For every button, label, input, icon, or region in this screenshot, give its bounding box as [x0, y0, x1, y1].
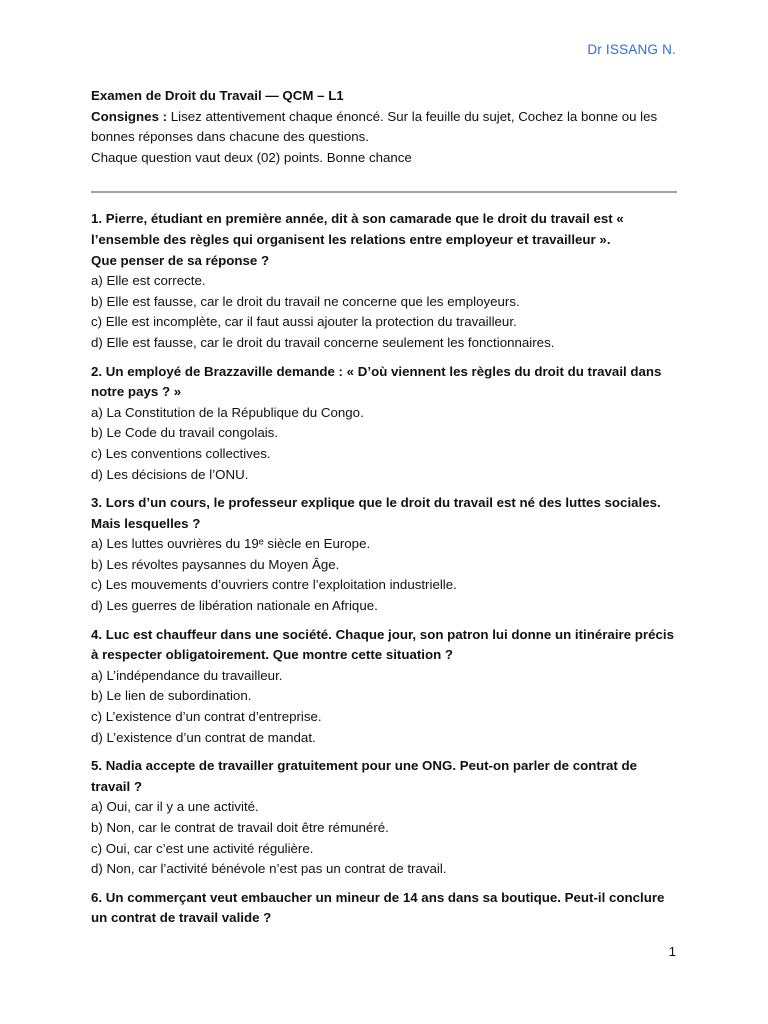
- answer-option: c) Les mouvements d’ouvriers contre l’exploitation industrielle.: [91, 577, 457, 593]
- instructions-label: Consignes :: [91, 108, 168, 124]
- question-text: 2. Un employé de Brazzaville demande : « D’où viennent les règles du droit du travail dans notre pays ? »: [91, 363, 662, 400]
- section-divider: [91, 191, 677, 193]
- instructions-text: Lisez attentivement chaque énoncé. Sur la feuille du sujet, Cochez la bonne ou les bonnes réponses dans chacune des questions.: [91, 108, 658, 145]
- question-text: 6. Un commerçant veut embaucher un mineur de 14 ans dans sa boutique. Peut-il conclure un contrat de travail valide ?: [91, 889, 665, 926]
- answer-option: d) Les guerres de libération nationale en Afrique.: [91, 598, 378, 614]
- answer-option: c) Oui, car c’est une activité régulière.: [91, 840, 314, 856]
- answer-option: d) Non, car l’activité bénévole n’est pas un contrat de travail.: [91, 861, 447, 877]
- answer-option: a) Les luttes ouvrières du 19ᵉ siècle en Europe.: [91, 536, 371, 552]
- answer-option: a) La Constitution de la République du Congo.: [91, 404, 364, 420]
- answer-option: a) Elle est correcte.: [91, 273, 206, 289]
- question-block: [91, 625, 679, 749]
- question-block: [91, 756, 679, 880]
- answer-option: b) Les révoltes paysannes du Moyen Âge.: [91, 556, 340, 572]
- question-text: 5. Nadia accepte de travailler gratuitement pour une ONG. Peut-on parler de contrat de travail ?: [91, 758, 638, 794]
- question-block: [91, 888, 679, 929]
- answer-option: b) Le lien de subordination.: [91, 688, 252, 704]
- answer-option: c) Les conventions collectives.: [91, 445, 271, 461]
- answer-option: d) L’existence d’un contrat de mandat.: [91, 729, 316, 745]
- question-block: [91, 493, 679, 617]
- answer-option: d) Les décisions de l’ONU.: [91, 466, 249, 482]
- question-subtext: Que penser de sa réponse ?: [91, 252, 270, 268]
- page-number: 1: [668, 944, 676, 959]
- answer-option: b) Non, car le contrat de travail doit être rémunéré.: [91, 820, 389, 835]
- exam-title: Examen de Droit du Travail — QCM – L1: [91, 88, 344, 103]
- points-note: Chaque question vaut deux (02) points. Bonne chance: [91, 149, 412, 165]
- answer-option: a) L’indépendance du travailleur.: [91, 667, 283, 683]
- question-list: [91, 209, 679, 929]
- author-name: Dr ISSANG N.: [587, 42, 676, 57]
- answer-option: c) L’existence d’un contrat d’entreprise.: [91, 709, 322, 725]
- question-text: 3. Lors d’un cours, le professeur explique que le droit du travail est né des luttes sociales. Mais lesquelles ?: [91, 495, 661, 531]
- question-block: [91, 209, 679, 353]
- answer-option: b) Le Code du travail congolais.: [91, 425, 279, 441]
- question-block: [91, 362, 679, 486]
- answer-option: b) Elle est fausse, car le droit du travail ne concerne que les employeurs.: [91, 293, 520, 309]
- question-text: 1. Pierre, étudiant en première année, dit à son camarade que le droit du travail est « l’ensemble des règles qui organisent les relations entre employeur et travailleur ».: [91, 211, 624, 247]
- answer-option: c) Elle est incomplète, car il faut aussi ajouter la protection du travailleur.: [91, 314, 517, 330]
- answer-option: d) Elle est fausse, car le droit du travail concerne seulement les fonctionnaires.: [91, 334, 555, 350]
- instructions: [91, 107, 679, 148]
- answer-option: a) Oui, car il y a une activité.: [91, 799, 259, 815]
- document-body: [91, 86, 679, 937]
- question-text: 4. Luc est chauffeur dans une société. Chaque jour, son patron lui donne un itinéraire précis à respecter obligatoirement. Que montre cette situation ?: [91, 626, 674, 663]
